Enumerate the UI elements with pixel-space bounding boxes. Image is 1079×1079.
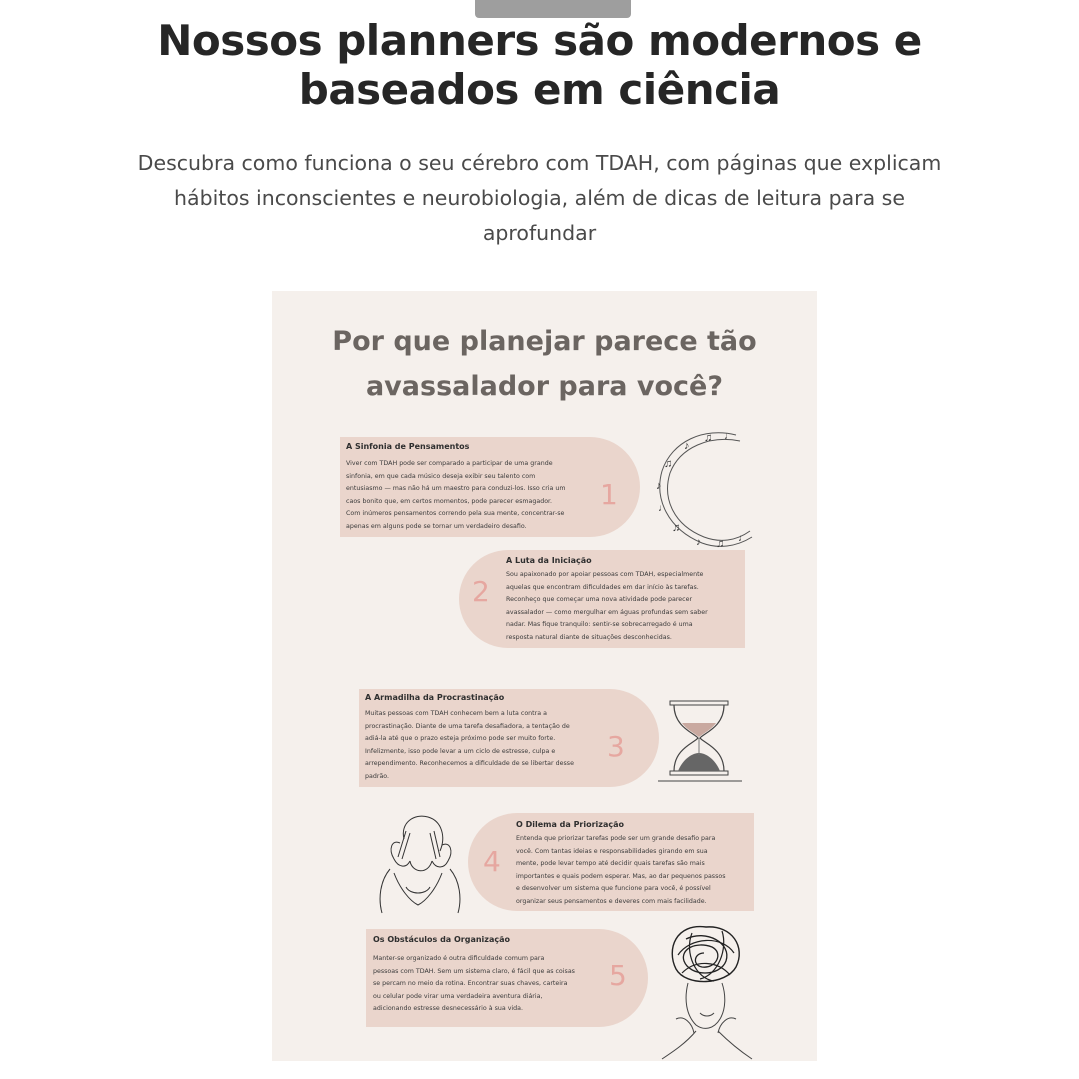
card-4-heading: O Dilema da Priorização (516, 820, 624, 829)
card-4-line: mente, pode levar tempo até decidir quais tarefas são mais (516, 860, 705, 868)
card-2-line: Reconheço que começar uma nova atividade pode parecer (506, 596, 693, 604)
card-2-line: nadar. Mas fique tranquilo: sentir-se sobrecarregado é uma (506, 621, 693, 629)
page-title-line-1: Nossos planners são modernos e (157, 16, 922, 65)
svg-text:♫: ♫ (704, 432, 713, 444)
poster-title (272, 319, 817, 409)
card-5-line: pessoas com TDAH. Sem um sistema claro, é fácil que as coisas (373, 967, 575, 975)
card-4-body (516, 833, 726, 909)
page-title-line-2: baseados em ciência (298, 65, 781, 114)
card-2-line: resposta natural diante de situações desconhecidas. (506, 633, 672, 641)
card-4-line: você. Com tantas ideias e responsabilidades girando em sua (516, 847, 708, 855)
svg-text:♫: ♫ (716, 538, 725, 550)
card-4-number: 4 (483, 845, 501, 878)
card-5-line: ou celular pode virar uma verdadeira aventura diária, (373, 992, 543, 1000)
card-3-body (365, 708, 574, 784)
svg-text:♩: ♩ (738, 533, 748, 544)
card-5-line: se percam no meio da rotina. Encontrar suas chaves, carteira (373, 980, 568, 988)
card-3-line: Muitas pessoas com TDAH conhecem bem a luta contra a (365, 710, 547, 717)
page-subtitle (100, 146, 979, 251)
card-5-number: 5 (609, 959, 627, 992)
page-subtitle-line-1: Descubra como funciona o seu cérebro com TDAH, com páginas que explicam (137, 151, 942, 175)
card-2-line: Sou apaixonado por apoiar pessoas com TDAH, especialmente (506, 571, 704, 578)
card-4-line: organizar seus pensamentos e deveres com mais facilidade. (516, 897, 707, 905)
poster-title-line-2: avassalador para você? (365, 371, 724, 402)
stressed-person-icon (370, 809, 466, 915)
card-2-body (506, 569, 708, 645)
card-4-line: importantes e quais podem esperar. Mas, ao dar pequenos passos (516, 872, 726, 880)
card-3-number: 3 (607, 730, 625, 763)
planner-poster-image (272, 291, 817, 1061)
card-2-line: aquelas que encontram dificuldades em dar início às tarefas. (506, 583, 699, 591)
card-3-line: arrependimento. Reconhecemos a dificuldade de se libertar desse (365, 760, 574, 768)
card-1-body (346, 458, 566, 534)
svg-text:♫: ♫ (664, 458, 673, 470)
svg-text:♫: ♫ (672, 522, 681, 534)
card-1-line: sinfonia, em que cada músico deseja exibir seu talento com (346, 472, 536, 480)
tangled-thoughts-head-icon (656, 919, 756, 1061)
hourglass-icon (654, 695, 744, 787)
page-subtitle-line-3: aprofundar (482, 221, 597, 245)
card-1-number: 1 (600, 478, 618, 511)
card-3-line: padrão. (365, 772, 390, 780)
card-4-line: Entenda que priorizar tarefas pode ser um grande desafio para (516, 835, 716, 842)
page-subtitle-line-2: hábitos inconscientes e neurobiologia, além de dicas de leitura para se (174, 186, 905, 210)
card-1-line: Com inúmeros pensamentos correndo pela sua mente, concentrar-se (346, 510, 565, 518)
card-5-body (373, 953, 575, 1016)
svg-text:♪: ♪ (696, 537, 701, 548)
card-2-heading: A Luta da Iniciação (506, 556, 592, 565)
card-3-heading: A Armadilha da Procrastinação (365, 693, 505, 702)
card-3-line: adiá-la até que o prazo esteja próximo pode ser muito forte. (365, 735, 556, 743)
poster-title-line-1: Por que planejar parece tão (332, 326, 757, 357)
svg-text:♪: ♪ (656, 480, 662, 492)
card-2-line: avassalador — como mergulhar em águas profundas sem saber (506, 608, 708, 616)
card-5-line: Manter-se organizado é outra dificuldade comum para (373, 955, 545, 962)
card-3-line: Infelizmente, isso pode levar a um ciclo de estresse, culpa e (365, 747, 556, 755)
card-1-line: entusiasmo — mas não há um maestro para conduzi-los. Isso cria um (346, 485, 566, 493)
card-5-heading: Os Obstáculos da Organização (373, 935, 510, 944)
svg-text:♪: ♪ (684, 440, 690, 452)
svg-text:♩: ♩ (658, 503, 668, 514)
card-1-line: apenas em alguns pode se tornar um verdadeiro desafio. (346, 522, 527, 530)
card-1-heading: A Sinfonia de Pensamentos (346, 442, 470, 451)
card-1-line: caos bonito que, em certos momentos, pode parecer esmagador. (346, 497, 553, 505)
card-4-line: e desenvolver um sistema que funcione para você, é possível (516, 885, 711, 893)
card-2-number: 2 (472, 575, 490, 608)
card-5-line: adicionando estresse desnecessário à sua vida. (373, 1005, 524, 1013)
music-notes-swirl-icon (644, 427, 759, 552)
card-3-line: procrastinação. Diante de uma tarefa desafiadora, a tentação de (365, 722, 570, 730)
page-title (0, 16, 1079, 114)
card-1-line: Viver com TDAH pode ser comparado a participar de uma grande (346, 460, 553, 467)
svg-text:♩: ♩ (724, 431, 734, 442)
